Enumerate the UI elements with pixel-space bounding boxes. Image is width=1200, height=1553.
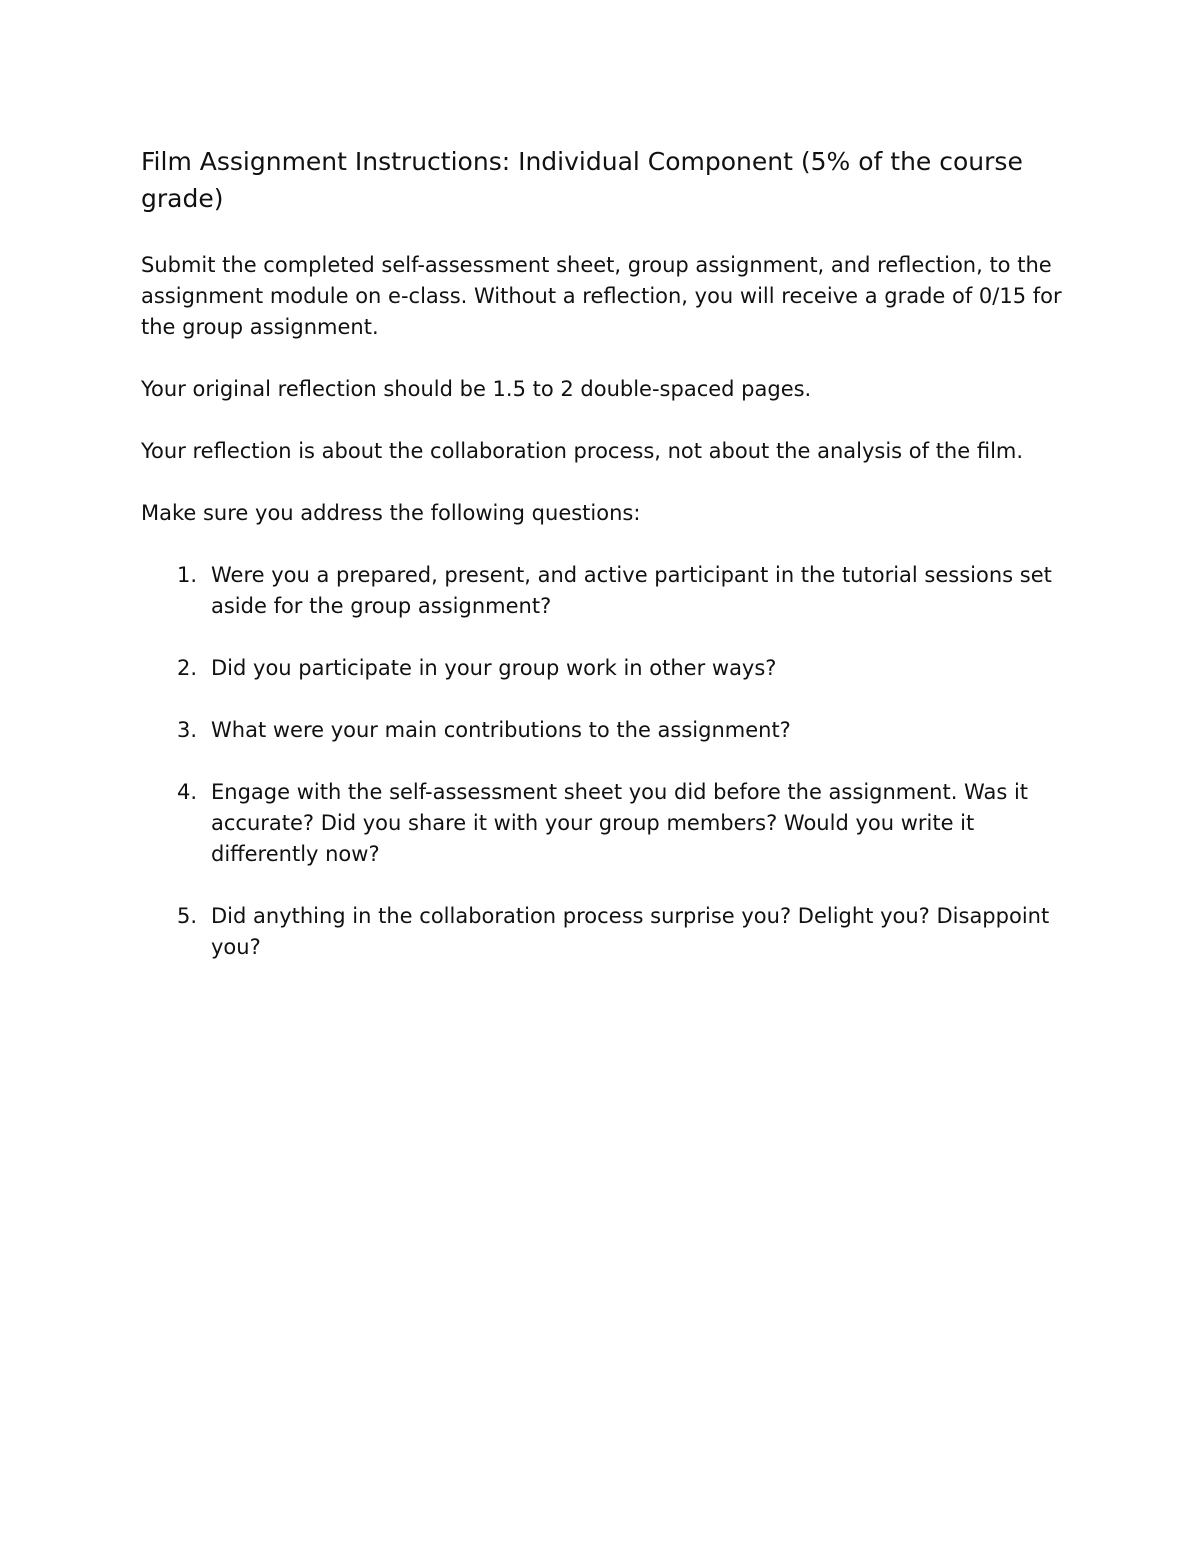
question-text: Did anything in the collaboration process surprise you? Delight you? Disappoint you? xyxy=(211,904,1050,959)
question-text: What were your main contributions to the assignment? xyxy=(211,718,791,742)
question-item xyxy=(141,715,1071,746)
question-number: 3. xyxy=(177,718,198,742)
question-item xyxy=(141,777,1071,870)
submission-paragraph: Submit the completed self-assessment sheet, group assignment, and reflection, to the assignment module on e-class. Without a reflection, you will receive a grade of 0/15 for the group assignment. xyxy=(141,253,1062,339)
question-text: Did you participate in your group work in other ways? xyxy=(211,656,777,680)
question-number: 2. xyxy=(177,656,198,680)
questions-intro: Make sure you address the following questions: xyxy=(141,501,641,525)
questions-list xyxy=(141,560,1071,963)
document-body xyxy=(141,143,1071,994)
question-number: 4. xyxy=(177,780,198,804)
question-text: Engage with the self-assessment sheet you did before the assignment. Was it accurate? Did you share it with your group members? Would you write it differently now? xyxy=(211,780,1029,866)
question-number: 1. xyxy=(177,563,198,587)
length-paragraph: Your original reflection should be 1.5 to 2 double-spaced pages. xyxy=(141,377,812,401)
question-text: Were you a prepared, present, and active participant in the tutorial sessions set aside for the group assignment? xyxy=(211,563,1052,618)
document-title: Film Assignment Instructions: Individual Component (5% of the course grade) xyxy=(141,147,1023,213)
question-item xyxy=(141,653,1071,684)
focus-paragraph: Your reflection is about the collaboration process, not about the analysis of the film. xyxy=(141,439,1024,463)
question-number: 5. xyxy=(177,904,198,928)
question-item xyxy=(141,901,1071,963)
question-item xyxy=(141,560,1071,622)
